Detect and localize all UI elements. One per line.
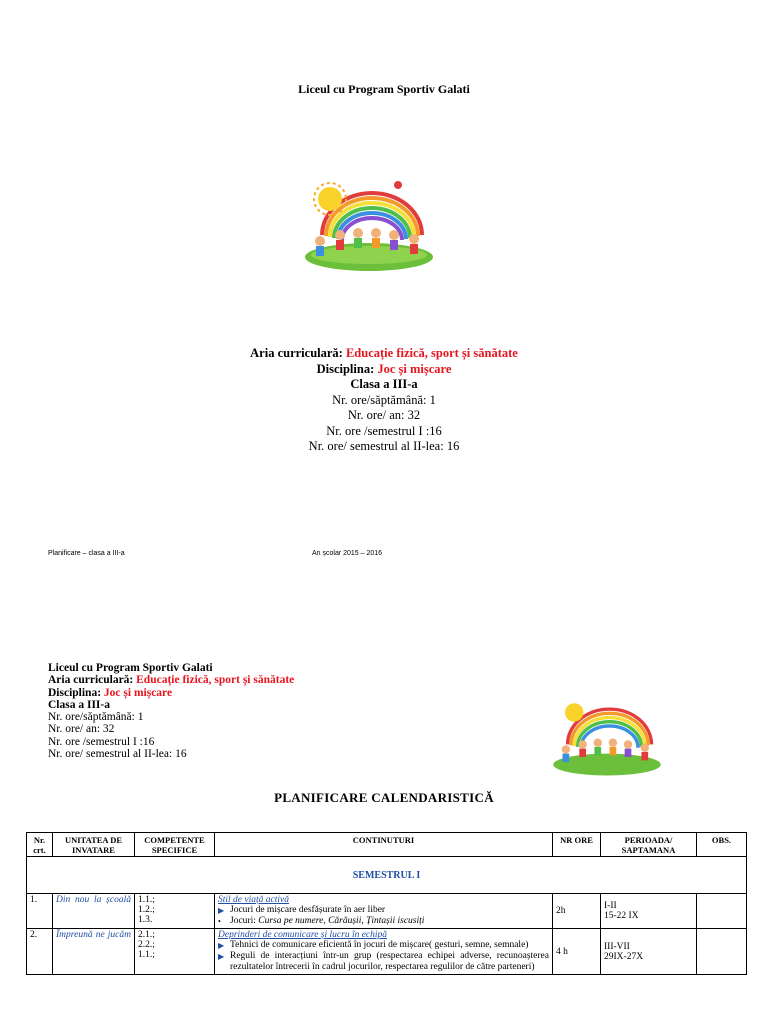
semester-label: SEMESTRUL I [27, 857, 747, 894]
disciplina-value: Joc și mișcare [377, 361, 452, 376]
ore-sem2-2: Nr. ore/ semestrul al II-lea: 16 [48, 748, 187, 761]
table-row [27, 929, 747, 975]
list-item [218, 951, 549, 973]
row-obs [697, 929, 747, 975]
page-title: PLANIFICARE CALENDARISTICĂ [274, 790, 494, 805]
ore-saptamana-2: Nr. ore/săptămână: 1 [48, 711, 144, 724]
footer-right: An școlar 2015 – 2016 [312, 550, 383, 557]
row-nr: 2. [27, 929, 53, 975]
rainbow-children-logo-2 [540, 694, 674, 778]
competenta: 1.2.; [138, 905, 155, 915]
ore-sem1: Nr. ore /semestrul I :16 [326, 423, 442, 438]
header-continuturi: CONTINUTURI [215, 833, 553, 857]
ore-saptamana: Nr. ore/săptămână: 1 [332, 392, 436, 407]
clasa: Clasa a III-a [350, 377, 418, 391]
planning-table [26, 832, 747, 975]
competenta: 1.1.; [138, 950, 155, 960]
triangle-bullet-icon: ▶ [218, 952, 225, 961]
aria-value-2: Educație fizică, sport și sănătate [136, 674, 295, 687]
row-perioada [601, 894, 697, 929]
item-italic: Cursa pe numere, Cărăușii, Țintașii iscusiți [258, 916, 425, 926]
row-continuturi [215, 929, 553, 975]
triangle-bullet-icon: ▶ [218, 941, 225, 950]
perioada-dates: 29IX-27X [604, 951, 644, 962]
triangle-bullet-icon: ▶ [218, 906, 225, 915]
competenta: 1.1.; [138, 895, 155, 905]
header-nr: Nr. crt. [27, 833, 53, 857]
clasa-2: Clasa a III-a [48, 698, 110, 711]
row-obs [697, 894, 747, 929]
item-text: Jocuri de mișcare desfășurate în aer liber [230, 905, 386, 915]
aria-label-2: Aria curriculară: [48, 674, 137, 687]
disciplina-label-2: Disciplina: [48, 686, 104, 699]
school-name: Liceul cu Program Sportiv Galati [298, 82, 470, 96]
disciplina-line [0, 362, 768, 378]
row-competente [135, 894, 215, 929]
competenta: 2.2.; [138, 940, 155, 950]
list-item [218, 916, 549, 927]
disciplina-line-2 [48, 687, 294, 699]
list-item [218, 940, 549, 951]
header-unitatea: UNITATEA DE INVATARE [53, 833, 135, 857]
rainbow-children-logo [300, 175, 438, 275]
header-perioada: PERIOADA/ SAPTAMANA [601, 833, 697, 857]
page2-info [48, 662, 294, 760]
dot-bullet-icon: • [218, 917, 221, 926]
aria-value: Educație fizică, sport și sănătate [345, 346, 518, 360]
aria-line-2 [48, 674, 294, 686]
aria-line [0, 346, 768, 362]
table-row [27, 894, 747, 929]
disciplina-label: Disciplina: [316, 361, 378, 376]
footer-left: Planificare – clasa a III-a [48, 550, 125, 557]
row-unit: Împreună ne jucăm [53, 929, 135, 975]
semester-row [27, 857, 747, 894]
item-prefix: Jocuri: [230, 916, 259, 926]
header-competente: COMPETENTE SPECIFICE [135, 833, 215, 857]
competenta: 2.1.; [138, 930, 155, 940]
row-nr: 1. [27, 894, 53, 929]
item-text: Reguli de interacțiuni într-un grup (respectarea echipei adverse, recunoașterea rezultatelor întrecerii în cadrul jocurilor, respectarea regulilor de către parteneri) [230, 951, 549, 972]
row-competente [135, 929, 215, 975]
competenta: 1.3. [138, 915, 153, 925]
aria-label: Aria curriculară: [250, 346, 346, 360]
row-ore: 4 h [553, 929, 601, 975]
header-obs: OBS. [697, 833, 747, 857]
content-category: Deprinderi de comunicare și lucru în echipă [218, 930, 388, 940]
row-continuturi [215, 894, 553, 929]
ore-an-2: Nr. ore/ an: 32 [48, 723, 115, 736]
ore-sem2: Nr. ore/ semestrul al II-lea: 16 [308, 439, 460, 453]
row-unit: Din nou la școală [53, 894, 135, 929]
perioada-weeks: III-VII [604, 941, 630, 952]
perioada-weeks: I-II [604, 901, 617, 911]
perioada-dates: 15-22 IX [604, 911, 639, 921]
content-category: Stil de viață activă [218, 895, 289, 905]
list-item [218, 905, 549, 916]
header-nr-ore: NR ORE [553, 833, 601, 857]
school-name-2: Liceul cu Program Sportiv Galati [48, 662, 213, 674]
table-header-row [27, 833, 747, 857]
row-perioada [601, 929, 697, 975]
row-ore: 2h [553, 894, 601, 929]
disciplina-value-2: Joc și mișcare [103, 686, 173, 699]
item-text: Tehnici de comunicare eficientă în jocuri de mișcare( gesturi, semne, semnale) [230, 940, 529, 950]
page1-info [0, 346, 768, 455]
ore-sem1-2: Nr. ore /semestrul I :16 [48, 735, 155, 748]
ore-an: Nr. ore/ an: 32 [347, 408, 421, 422]
